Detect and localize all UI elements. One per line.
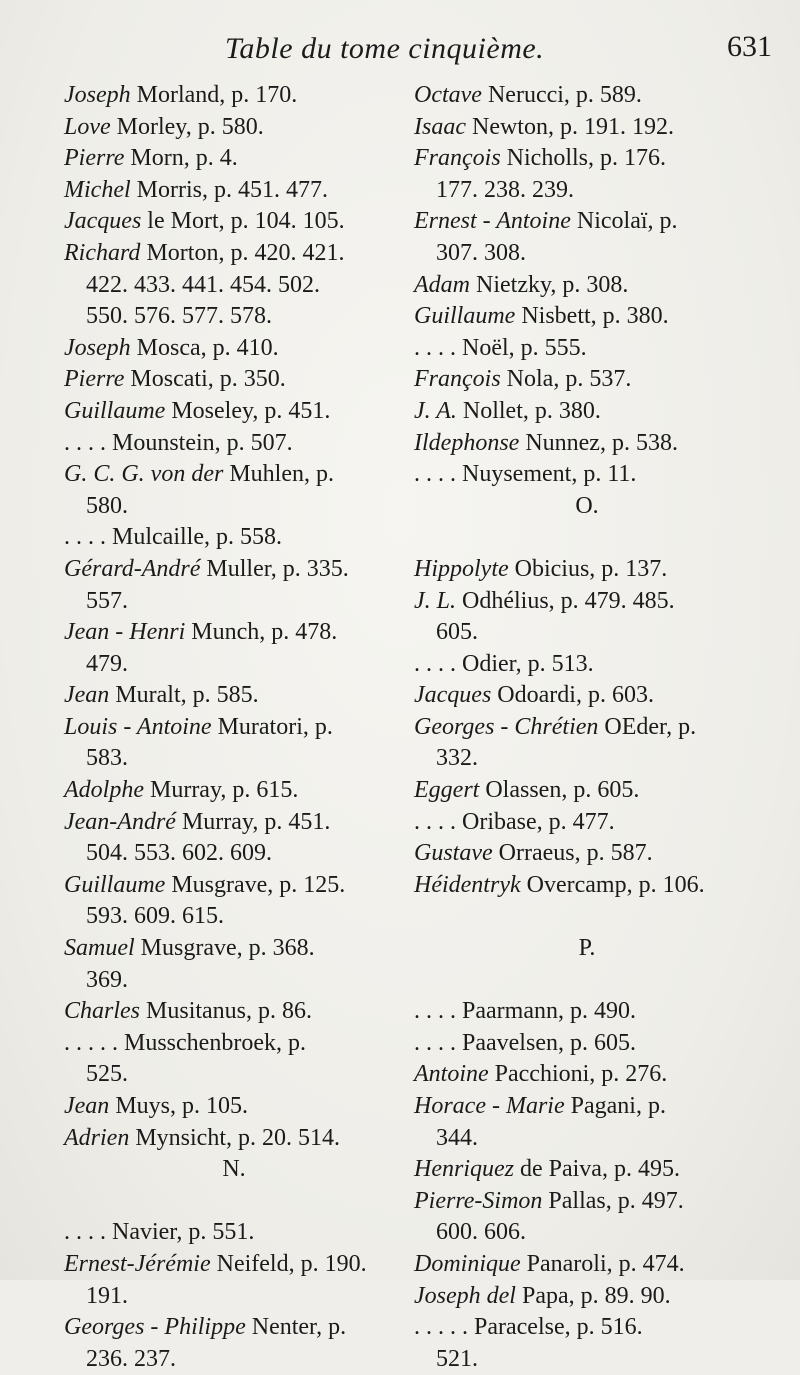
entry-given-name: Ildephonse bbox=[414, 429, 520, 456]
index-entry bbox=[414, 428, 760, 460]
entry-text: Obicius, p. 137. bbox=[508, 555, 668, 582]
index-entry bbox=[64, 554, 404, 586]
index-entry bbox=[414, 1217, 760, 1249]
entry-text: Musgrave, p. 125. bbox=[165, 871, 346, 898]
index-entry bbox=[64, 364, 404, 396]
index-entry bbox=[414, 775, 760, 807]
entry-text: Newton, p. 191. 192. bbox=[465, 113, 674, 140]
entry-text: Neifeld, p. 190. bbox=[210, 1250, 367, 1277]
index-entry bbox=[64, 522, 404, 554]
index-entry bbox=[414, 586, 760, 618]
index-entry bbox=[64, 933, 404, 965]
entry-text: Muratori, p. bbox=[211, 713, 333, 740]
index-entry bbox=[414, 743, 760, 775]
entry-text: Nunnez, p. 538. bbox=[519, 429, 678, 456]
entry-text: Muller, p. 335. bbox=[200, 555, 349, 582]
entry-text: 583. bbox=[86, 745, 128, 772]
entry-given-name: Georges - Chrétien bbox=[414, 713, 599, 740]
index-column-left bbox=[64, 80, 404, 1375]
entry-text: 521. bbox=[436, 1345, 478, 1372]
index-entry bbox=[414, 870, 760, 902]
entry-text: Murray, p. 615. bbox=[143, 777, 299, 804]
entry-text: . . . . . Paracelse, p. 516. bbox=[414, 1314, 643, 1341]
index-entry bbox=[64, 1123, 404, 1155]
page-header bbox=[60, 28, 780, 72]
entry-text: 369. bbox=[86, 966, 128, 993]
index-entry bbox=[64, 775, 404, 807]
index-entry bbox=[414, 1344, 760, 1375]
entry-text: Nerucci, p. 589. bbox=[481, 82, 642, 108]
entry-given-name: Guillaume bbox=[64, 871, 166, 898]
index-entry bbox=[414, 838, 760, 870]
index-entry bbox=[64, 712, 404, 744]
entry-given-name: Jean bbox=[64, 682, 110, 709]
entry-text: Overcamp, p. 106. bbox=[520, 871, 705, 898]
index-entry bbox=[414, 238, 760, 270]
index-entry bbox=[414, 1186, 760, 1218]
index-entry bbox=[64, 1028, 404, 1060]
index-entry bbox=[414, 996, 760, 1028]
entry-given-name: Charles bbox=[64, 998, 141, 1025]
entry-text: Mynsicht, p. 20. 514. bbox=[129, 1124, 340, 1151]
entry-given-name: Michel bbox=[64, 176, 131, 203]
entry-text: . . . . Odier, p. 513. bbox=[414, 650, 594, 677]
entry-given-name: Jacques bbox=[414, 682, 492, 709]
entry-given-name: Jean - Henri bbox=[64, 619, 186, 646]
index-entry bbox=[64, 80, 404, 112]
entry-text: . . . . Nuysement, p. 11. bbox=[414, 461, 637, 488]
entry-text: 593. 609. 615. bbox=[86, 903, 224, 930]
index-entry bbox=[64, 807, 404, 839]
entry-text: . . . . Oribase, p. 477. bbox=[414, 808, 615, 835]
index-entry bbox=[414, 301, 760, 333]
entry-given-name: Ernest - Antoine bbox=[414, 208, 571, 235]
entry-text: Orraeus, p. 587. bbox=[492, 840, 653, 867]
entry-text: Panaroli, p. 474. bbox=[520, 1250, 685, 1277]
entry-given-name: Joseph del bbox=[414, 1282, 516, 1309]
entry-given-name: Héidentryk bbox=[414, 871, 521, 898]
entry-text: 580. bbox=[86, 492, 128, 519]
entry-text: 422. 433. 441. 454. 502. bbox=[86, 271, 320, 298]
entry-given-name: Adolphe bbox=[64, 777, 144, 804]
index-entry bbox=[64, 1344, 404, 1375]
entry-given-name: Joseph bbox=[64, 82, 131, 108]
entry-given-name: Eggert bbox=[414, 777, 480, 804]
entry-given-name: Hippolyte bbox=[414, 555, 509, 582]
entry-text: . . . . Navier, p. 551. bbox=[64, 1219, 255, 1246]
entry-text: Nisbett, p. 380. bbox=[515, 303, 669, 330]
entry-given-name: Pierre bbox=[64, 145, 125, 172]
index-entry bbox=[414, 1249, 760, 1281]
entry-text: Morn, p. 4. bbox=[124, 145, 238, 172]
entry-text: P. bbox=[578, 935, 596, 962]
entry-given-name: Gérard-André bbox=[64, 555, 201, 582]
entry-text: Nicolaï, p. bbox=[570, 208, 678, 235]
index-entry bbox=[64, 491, 404, 523]
section-letter bbox=[64, 1154, 404, 1186]
index-entry bbox=[64, 586, 404, 618]
entry-text: 177. 238. 239. bbox=[436, 176, 574, 203]
index-entry bbox=[414, 1154, 760, 1186]
entry-text: Olassen, p. 605. bbox=[479, 777, 640, 804]
index-entry bbox=[64, 901, 404, 933]
index-entry bbox=[64, 1281, 404, 1313]
index-entry bbox=[414, 175, 760, 207]
entry-text: . . . . Mulcaille, p. 558. bbox=[64, 524, 282, 551]
entry-given-name: Isaac bbox=[414, 113, 466, 140]
index-entry bbox=[64, 617, 404, 649]
entry-text: . . . . Noël, p. 555. bbox=[414, 334, 587, 361]
entry-text: Munch, p. 478. bbox=[185, 619, 338, 646]
running-title: Table du tome cinquième. bbox=[225, 32, 545, 65]
index-entry bbox=[64, 112, 404, 144]
index-entry bbox=[414, 1281, 760, 1313]
index-entry bbox=[64, 1312, 404, 1344]
entry-text: 504. 553. 602. 609. bbox=[86, 840, 272, 867]
entry-text: Nicholls, p. 176. bbox=[500, 145, 666, 172]
index-entry bbox=[64, 649, 404, 681]
index-entry bbox=[414, 143, 760, 175]
entry-text: 191. bbox=[86, 1282, 128, 1309]
entry-given-name: Love bbox=[64, 113, 111, 140]
entry-text: Morland, p. 170. bbox=[130, 82, 298, 108]
entry-text: Morris, p. 451. 477. bbox=[130, 176, 328, 203]
index-entry bbox=[64, 270, 404, 302]
entry-text: 557. bbox=[86, 587, 128, 614]
entry-text: Murray, p. 451. bbox=[175, 808, 331, 835]
index-entry bbox=[414, 1091, 760, 1123]
entry-text: 332. bbox=[436, 745, 478, 772]
index-entry bbox=[414, 965, 760, 997]
entry-text: Musitanus, p. 86. bbox=[140, 998, 313, 1025]
entry-text: N. bbox=[222, 1156, 246, 1183]
entry-given-name: J. L. bbox=[414, 587, 456, 614]
index-entry bbox=[64, 996, 404, 1028]
entry-text: . . . . Paavelsen, p. 605. bbox=[414, 1029, 636, 1056]
entry-text: OEder, p. bbox=[598, 713, 697, 740]
entry-given-name: Guillaume bbox=[414, 303, 516, 330]
entry-text: Odhélius, p. 479. 485. bbox=[456, 587, 675, 614]
entry-text: Nollet, p. 380. bbox=[456, 397, 601, 424]
entry-given-name: Adam bbox=[414, 271, 470, 298]
index-entry bbox=[414, 459, 760, 491]
entry-text: Muys, p. 105. bbox=[109, 1093, 248, 1119]
index-entry bbox=[414, 364, 760, 396]
index-entry bbox=[64, 1249, 404, 1281]
entry-given-name: Guillaume bbox=[64, 397, 166, 424]
entry-text: 479. bbox=[86, 650, 128, 677]
section-letter bbox=[414, 491, 760, 523]
page-number: 631 bbox=[727, 30, 772, 63]
entry-given-name: Horace - Marie bbox=[414, 1093, 565, 1119]
index-entry bbox=[414, 396, 760, 428]
entry-given-name: Louis - Antoine bbox=[64, 713, 212, 740]
entry-given-name: Jean-André bbox=[64, 808, 176, 835]
entry-given-name: Pierre-Simon bbox=[414, 1187, 543, 1214]
index-entry bbox=[414, 1028, 760, 1060]
entry-given-name: Gustave bbox=[414, 840, 493, 867]
entry-given-name: Antoine bbox=[414, 1061, 489, 1088]
entry-text: Muralt, p. 585. bbox=[109, 682, 259, 709]
index-entry bbox=[414, 333, 760, 365]
index-entry bbox=[414, 1059, 760, 1091]
entry-text: Moscati, p. 350. bbox=[124, 366, 286, 393]
entry-text: Pacchioni, p. 276. bbox=[488, 1061, 668, 1088]
index-entry bbox=[414, 649, 760, 681]
index-entry bbox=[64, 396, 404, 428]
index-entry bbox=[64, 143, 404, 175]
entry-text: Pallas, p. 497. bbox=[542, 1187, 684, 1214]
index-entry bbox=[64, 965, 404, 997]
index-entry bbox=[64, 680, 404, 712]
entry-text: Mosca, p. 410. bbox=[130, 334, 279, 361]
entry-given-name: Richard bbox=[64, 239, 141, 266]
index-entry bbox=[64, 870, 404, 902]
entry-text: Moseley, p. 451. bbox=[165, 397, 331, 424]
entry-given-name: Octave bbox=[414, 82, 482, 108]
entry-text: Muhlen, p. bbox=[223, 461, 334, 488]
index-entry bbox=[64, 301, 404, 333]
index-entry bbox=[64, 238, 404, 270]
entry-text: 344. bbox=[436, 1124, 478, 1151]
index-entry bbox=[414, 554, 760, 586]
index-entry bbox=[64, 206, 404, 238]
entry-given-name: Jean bbox=[64, 1093, 110, 1119]
entry-given-name: Adrien bbox=[64, 1124, 130, 1151]
entry-text: Nola, p. 537. bbox=[500, 366, 632, 393]
entry-given-name: J. A. bbox=[414, 397, 457, 424]
entry-given-name: G. C. G. von der bbox=[64, 461, 224, 488]
entry-text: 605. bbox=[436, 619, 478, 646]
index-column-right bbox=[414, 80, 760, 1375]
entry-text: . . . . Mounstein, p. 507. bbox=[64, 429, 293, 456]
index-entry bbox=[64, 428, 404, 460]
index-entry bbox=[414, 1123, 760, 1155]
entry-text: 525. bbox=[86, 1061, 128, 1088]
index-entry bbox=[414, 901, 760, 933]
index-entry bbox=[414, 1312, 760, 1344]
index-entry bbox=[414, 112, 760, 144]
index-entry bbox=[64, 743, 404, 775]
entry-given-name: Henriquez bbox=[414, 1156, 514, 1183]
entry-text: 307. 308. bbox=[436, 239, 526, 266]
entry-text: Papa, p. 89. 90. bbox=[515, 1282, 671, 1309]
entry-text: 236. 237. bbox=[86, 1345, 176, 1372]
index-entry bbox=[414, 80, 760, 112]
entry-text: Nietzky, p. 308. bbox=[470, 271, 629, 298]
index-entry bbox=[64, 459, 404, 491]
section-letter bbox=[414, 933, 760, 965]
entry-text: Morton, p. 420. 421. bbox=[140, 239, 345, 266]
entry-given-name: Samuel bbox=[64, 935, 135, 962]
index-entry bbox=[64, 1059, 404, 1091]
index-entry bbox=[64, 333, 404, 365]
entry-text: Morley, p. 580. bbox=[110, 113, 264, 140]
entry-given-name: Dominique bbox=[414, 1250, 521, 1277]
index-entry bbox=[414, 270, 760, 302]
index-entry bbox=[64, 1091, 404, 1123]
entry-text: Pagani, p. bbox=[564, 1093, 666, 1119]
index-entry bbox=[414, 206, 760, 238]
entry-text: Musgrave, p. 368. bbox=[134, 935, 315, 962]
index-entry bbox=[64, 1217, 404, 1249]
entry-given-name: François bbox=[414, 366, 501, 393]
entry-given-name: François bbox=[414, 145, 501, 172]
entry-given-name: Ernest-Jérémie bbox=[64, 1250, 211, 1277]
entry-text: le Mort, p. 104. 105. bbox=[141, 208, 345, 235]
entry-given-name: Jacques bbox=[64, 208, 142, 235]
index-entry bbox=[64, 1186, 404, 1218]
index-entry bbox=[64, 838, 404, 870]
entry-given-name: Georges - Philippe bbox=[64, 1314, 246, 1341]
entry-text: Odoardi, p. 603. bbox=[491, 682, 654, 709]
entry-text: O. bbox=[575, 492, 599, 519]
entry-text: de Paiva, p. 495. bbox=[513, 1156, 680, 1183]
index-entry bbox=[64, 175, 404, 207]
entry-text: 550. 576. 577. 578. bbox=[86, 303, 272, 330]
entry-text: Nenter, p. bbox=[245, 1314, 347, 1341]
entry-text: . . . . . Musschenbroek, p. bbox=[64, 1029, 306, 1056]
index-entry bbox=[414, 617, 760, 649]
index-entry bbox=[414, 712, 760, 744]
entry-text: 600. 606. bbox=[436, 1219, 526, 1246]
index-entry bbox=[414, 680, 760, 712]
entry-text: . . . . Paarmann, p. 490. bbox=[414, 998, 636, 1025]
index-entry bbox=[414, 522, 760, 554]
entry-given-name: Joseph bbox=[64, 334, 131, 361]
index-entry bbox=[414, 807, 760, 839]
entry-given-name: Pierre bbox=[64, 366, 125, 393]
